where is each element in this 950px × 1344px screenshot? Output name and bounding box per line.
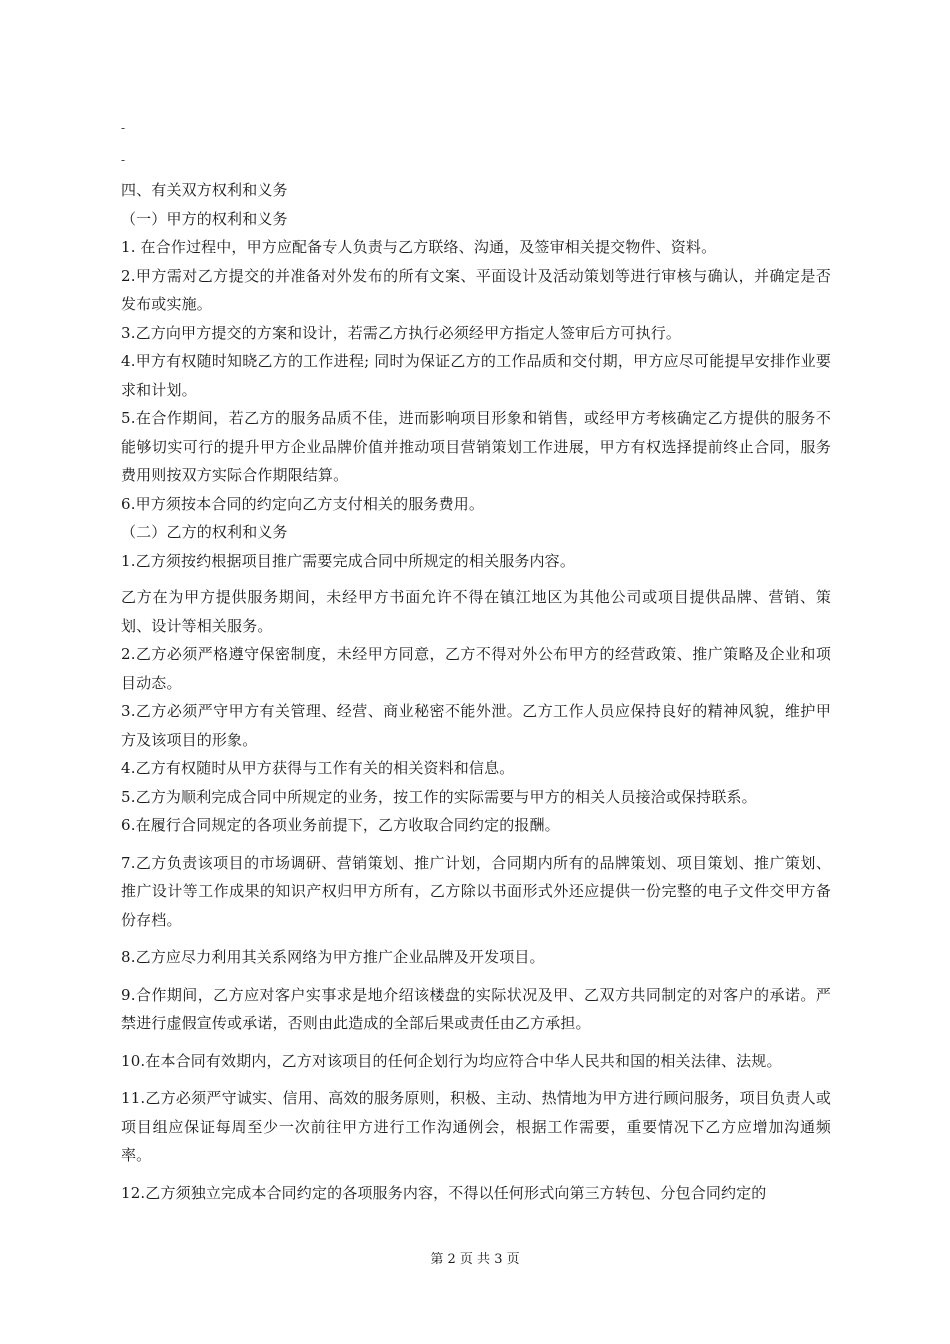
clause-b-1-extra: 乙方在为甲方提供服务期间，未经甲方书面允许不得在镇江地区为其他公司或项目提供品牌、营销、策划、设计等相关服务。 <box>121 588 831 635</box>
clause-b-8: 8.乙方应尽力利用其关系网络为甲方推广企业品牌及开发项目。 <box>121 948 545 966</box>
dash-marker: - <box>121 121 126 135</box>
clause-b-4: 4.乙方有权随时从甲方获得与工作有关的相关资料和信息。 <box>121 759 515 777</box>
dash-marker: - <box>121 153 126 167</box>
page-footer: 第 2 页 共 3 页 <box>430 1252 520 1267</box>
clause-a-6: 6.甲方须按本合同的约定向乙方支付相关的服务费用。 <box>121 494 485 513</box>
clause-b-7: 7.乙方负责该项目的市场调研、营销策划、推广计划，合同期内所有的品牌策划、项目策划、推广策划、推广设计等工作成果的知识产权归甲方所有，乙方除以书面形式外还应提供一份完整的电子文件交甲方备份存档。 <box>121 853 831 929</box>
clause-b-5: 5.乙方为顺利完成合同中所规定的业务，按工作的实际需要与甲方的相关人员接洽或保持联系。 <box>121 787 757 806</box>
clause-a-3: 3.乙方向甲方提交的方案和设计，若需乙方执行必须经甲方指定人签审后方可执行。 <box>121 323 682 342</box>
clause-b-3: 3.乙方必须严守甲方有关管理、经营、商业秘密不能外泄。乙方工作人员应保持良好的精神风貌，维护甲方及该项目的形象。 <box>121 702 831 749</box>
clause-b-9: 9.合作期间，乙方应对客户实事求是地介绍该楼盘的实际状况及甲、乙双方共同制定的对客户的承诺。严禁进行虚假宣传或承诺，否则由此造成的全部后果或责任由乙方承担。 <box>121 985 831 1032</box>
clause-b-1: 1.乙方须按约根据项目推广需要完成合同中所规定的相关服务内容。 <box>121 551 575 570</box>
document-page <box>121 112 831 1207</box>
subsection-heading-party-a: （一）甲方的权利和义务 <box>121 209 288 228</box>
subsection-heading-party-b: （二）乙方的权利和义务 <box>121 523 288 541</box>
clause-a-4: 4.甲方有权随时知晓乙方的工作进程; 同时为保证乙方的工作品质和交付期，甲方应尽可能提早安排作业要求和计划。 <box>121 352 831 399</box>
clause-a-1: 1. 在合作过程中，甲方应配备专人负责与乙方联络、沟通，及签审相关提交物件、资料。 <box>121 238 717 256</box>
clause-a-2: 2.甲方需对乙方提交的并准备对外发布的所有文案、平面设计及活动策划等进行审核与确认，并确定是否发布或实施。 <box>121 266 831 313</box>
section-title: 四、有关双方权利和义务 <box>121 181 288 199</box>
clause-b-10: 10.在本合同有效期内，乙方对该项目的任何企划行为均应符合中华人民共和国的相关法律、法规。 <box>121 1051 782 1070</box>
clause-a-5: 5.在合作期间，若乙方的服务品质不佳，进而影响项目形象和销售，或经甲方考核确定乙方提供的服务不能够切实可行的提升甲方企业品牌价值并推动项目营销策划工作进展，甲方有权选择提前终止合同，服务费用则按双方实际合作期限结算。 <box>121 409 831 484</box>
clause-b-12: 12.乙方须独立完成本合同约定的各项服务内容，不得以任何形式向第三方转包、分包合同约定的 <box>121 1183 767 1202</box>
clause-b-11: 11.乙方必须严守诚实、信用、高效的服务原则，积极、主动、热情地为甲方进行顾问服务，项目负责人或项目组应保证每周至少一次前往甲方进行工作沟通例会，根据工作需要，重要情况下乙方应增加沟通频率。 <box>121 1089 831 1164</box>
clause-b-2: 2.乙方必须严格遵守保密制度，未经甲方同意，乙方不得对外公布甲方的经营政策、推广策略及企业和项目动态。 <box>121 645 831 692</box>
clause-b-6: 6.在履行合同规定的各项业务前提下，乙方收取合同约定的报酬。 <box>121 816 560 834</box>
